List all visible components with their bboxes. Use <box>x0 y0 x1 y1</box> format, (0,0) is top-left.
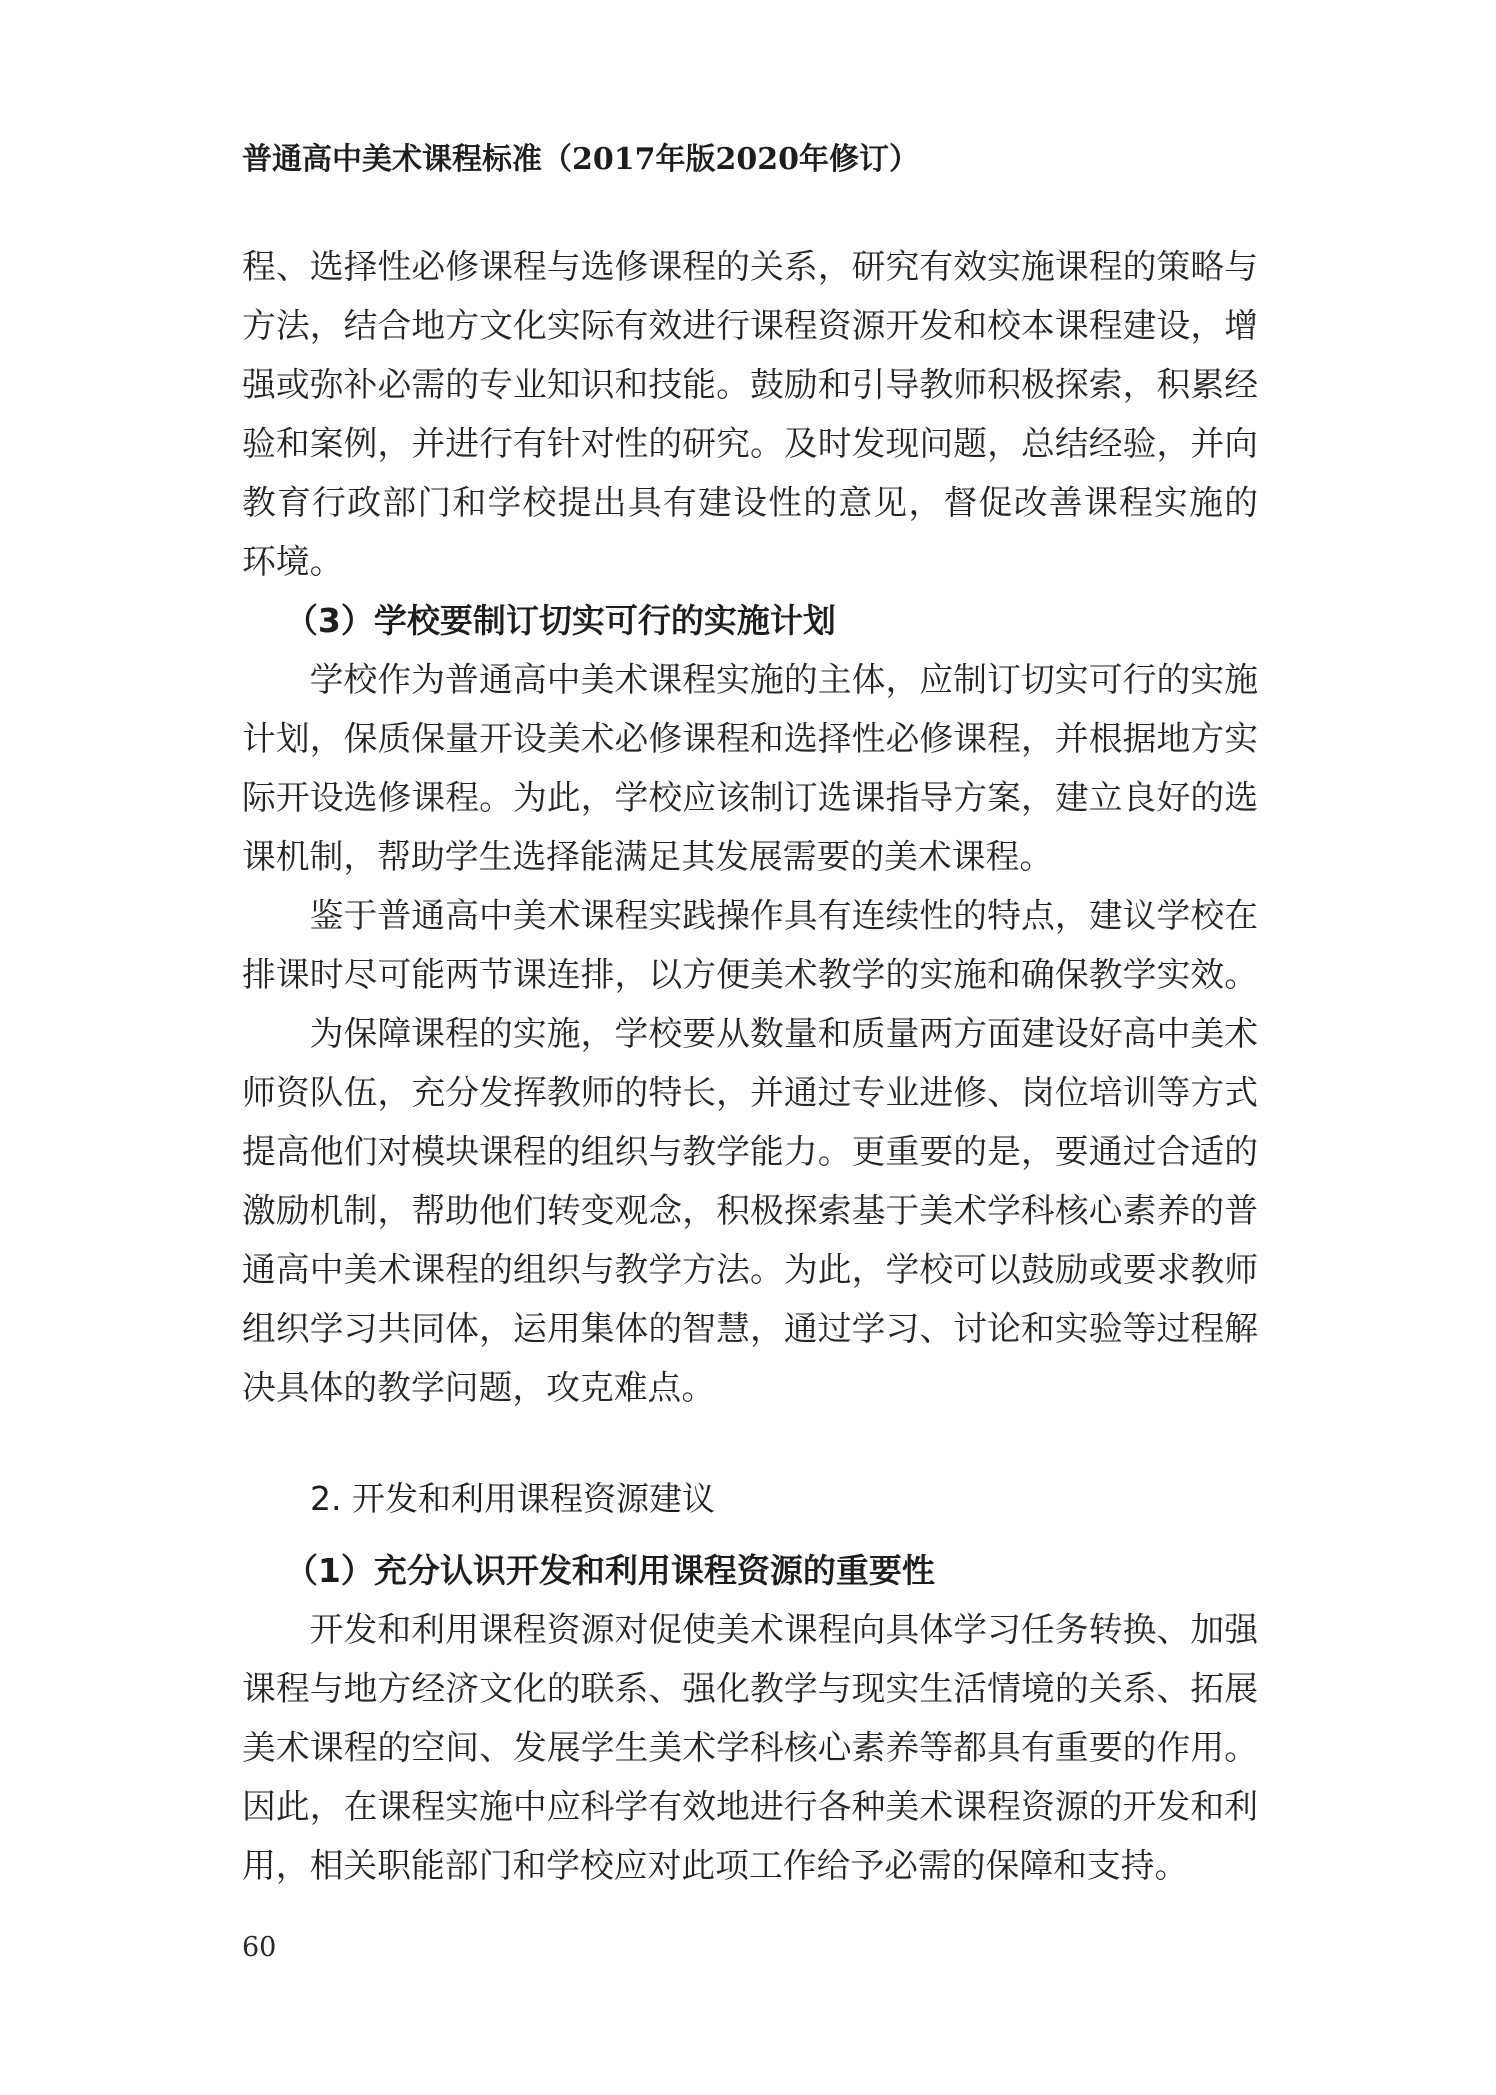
text-line: 学校作为普通高中美术课程实施的主体，应制订切实可行的实施 <box>309 660 1258 699</box>
text-line: 际开设选修课程。为此，学校应该制订选课指导方案，建立良好的选 <box>242 778 1258 817</box>
text-line: 方法，结合地方文化实际有效进行课程资源开发和校本课程建设，增 <box>242 306 1258 345</box>
text-line: 强或弥补必需的专业知识和技能。鼓励和引导教师积极探索，积累经 <box>242 365 1258 404</box>
paragraph <box>242 886 1258 1004</box>
text-line: 课程与地方经济文化的联系、强化教学与现实生活情境的关系、拓展 <box>242 1669 1258 1708</box>
text-line: 组织学习共同体，运用集体的智慧，通过学习、讨论和实验等过程解 <box>242 1309 1258 1348</box>
paragraph <box>242 650 1258 886</box>
text-line: 因此，在课程实施中应科学有效地进行各种美术课程资源的开发和利 <box>242 1787 1258 1826</box>
subheading: （3）学校要制订切实可行的实施计划 <box>284 601 836 640</box>
text-line: 为保障课程的实施，学校要从数量和质量两方面建设好高中美术 <box>309 1014 1258 1053</box>
text-line: 师资队伍，充分发挥教师的特长，并通过专业进修、岗位培训等方式 <box>242 1073 1258 1112</box>
text-line: 计划，保质保量开设美术必修课程和选择性必修课程，并根据地方实 <box>242 719 1258 758</box>
text-line: 排课时尽可能两节课连排，以方便美术教学的实施和确保教学实效。 <box>242 955 1258 994</box>
text-line: 通高中美术课程的组织与教学方法。为此，学校可以鼓励或要求教师 <box>242 1250 1258 1289</box>
text-line: 教育行政部门和学校提出具有建设性的意见，督促改善课程实施的 <box>242 483 1258 522</box>
section-heading: 2. 开发和利用课程资源建议 <box>310 1479 715 1518</box>
text-line: 课机制，帮助学生选择能满足其发展需要的美术课程。 <box>242 837 1054 876</box>
text-line: 决具体的教学问题，攻克难点。 <box>242 1368 716 1407</box>
text-line: 开发和利用课程资源对促使美术课程向具体学习任务转换、加强 <box>309 1610 1258 1649</box>
text-line: 验和案例，并进行有针对性的研究。及时发现问题，总结经验，并向 <box>242 424 1258 463</box>
paragraph <box>242 1004 1258 1417</box>
subheading: （1）充分认识开发和利用课程资源的重要性 <box>284 1551 935 1590</box>
body-text <box>242 237 1258 1895</box>
paragraph <box>242 237 1258 591</box>
page-number: 60 <box>242 1932 277 1963</box>
text-line: 用，相关职能部门和学校应对此项工作给予必需的保障和支持。 <box>242 1846 1189 1885</box>
text-line: 环境。 <box>242 542 344 581</box>
text-line: 提高他们对模块课程的组织与教学能力。更重要的是，要通过合适的 <box>242 1132 1258 1171</box>
text-line: 激励机制，帮助他们转变观念，积极探索基于美术学科核心素养的普 <box>242 1191 1258 1230</box>
text-line: 程、选择性必修课程与选修课程的关系，研究有效实施课程的策略与 <box>242 247 1258 286</box>
text-line: 美术课程的空间、发展学生美术学科核心素养等都具有重要的作用。 <box>242 1728 1258 1767</box>
paragraph <box>242 1600 1258 1895</box>
text-line: 鉴于普通高中美术课程实践操作具有连续性的特点，建议学校在 <box>309 896 1258 935</box>
running-header-title: 普通高中美术课程标准（2017年版2020年修订） <box>242 142 919 177</box>
